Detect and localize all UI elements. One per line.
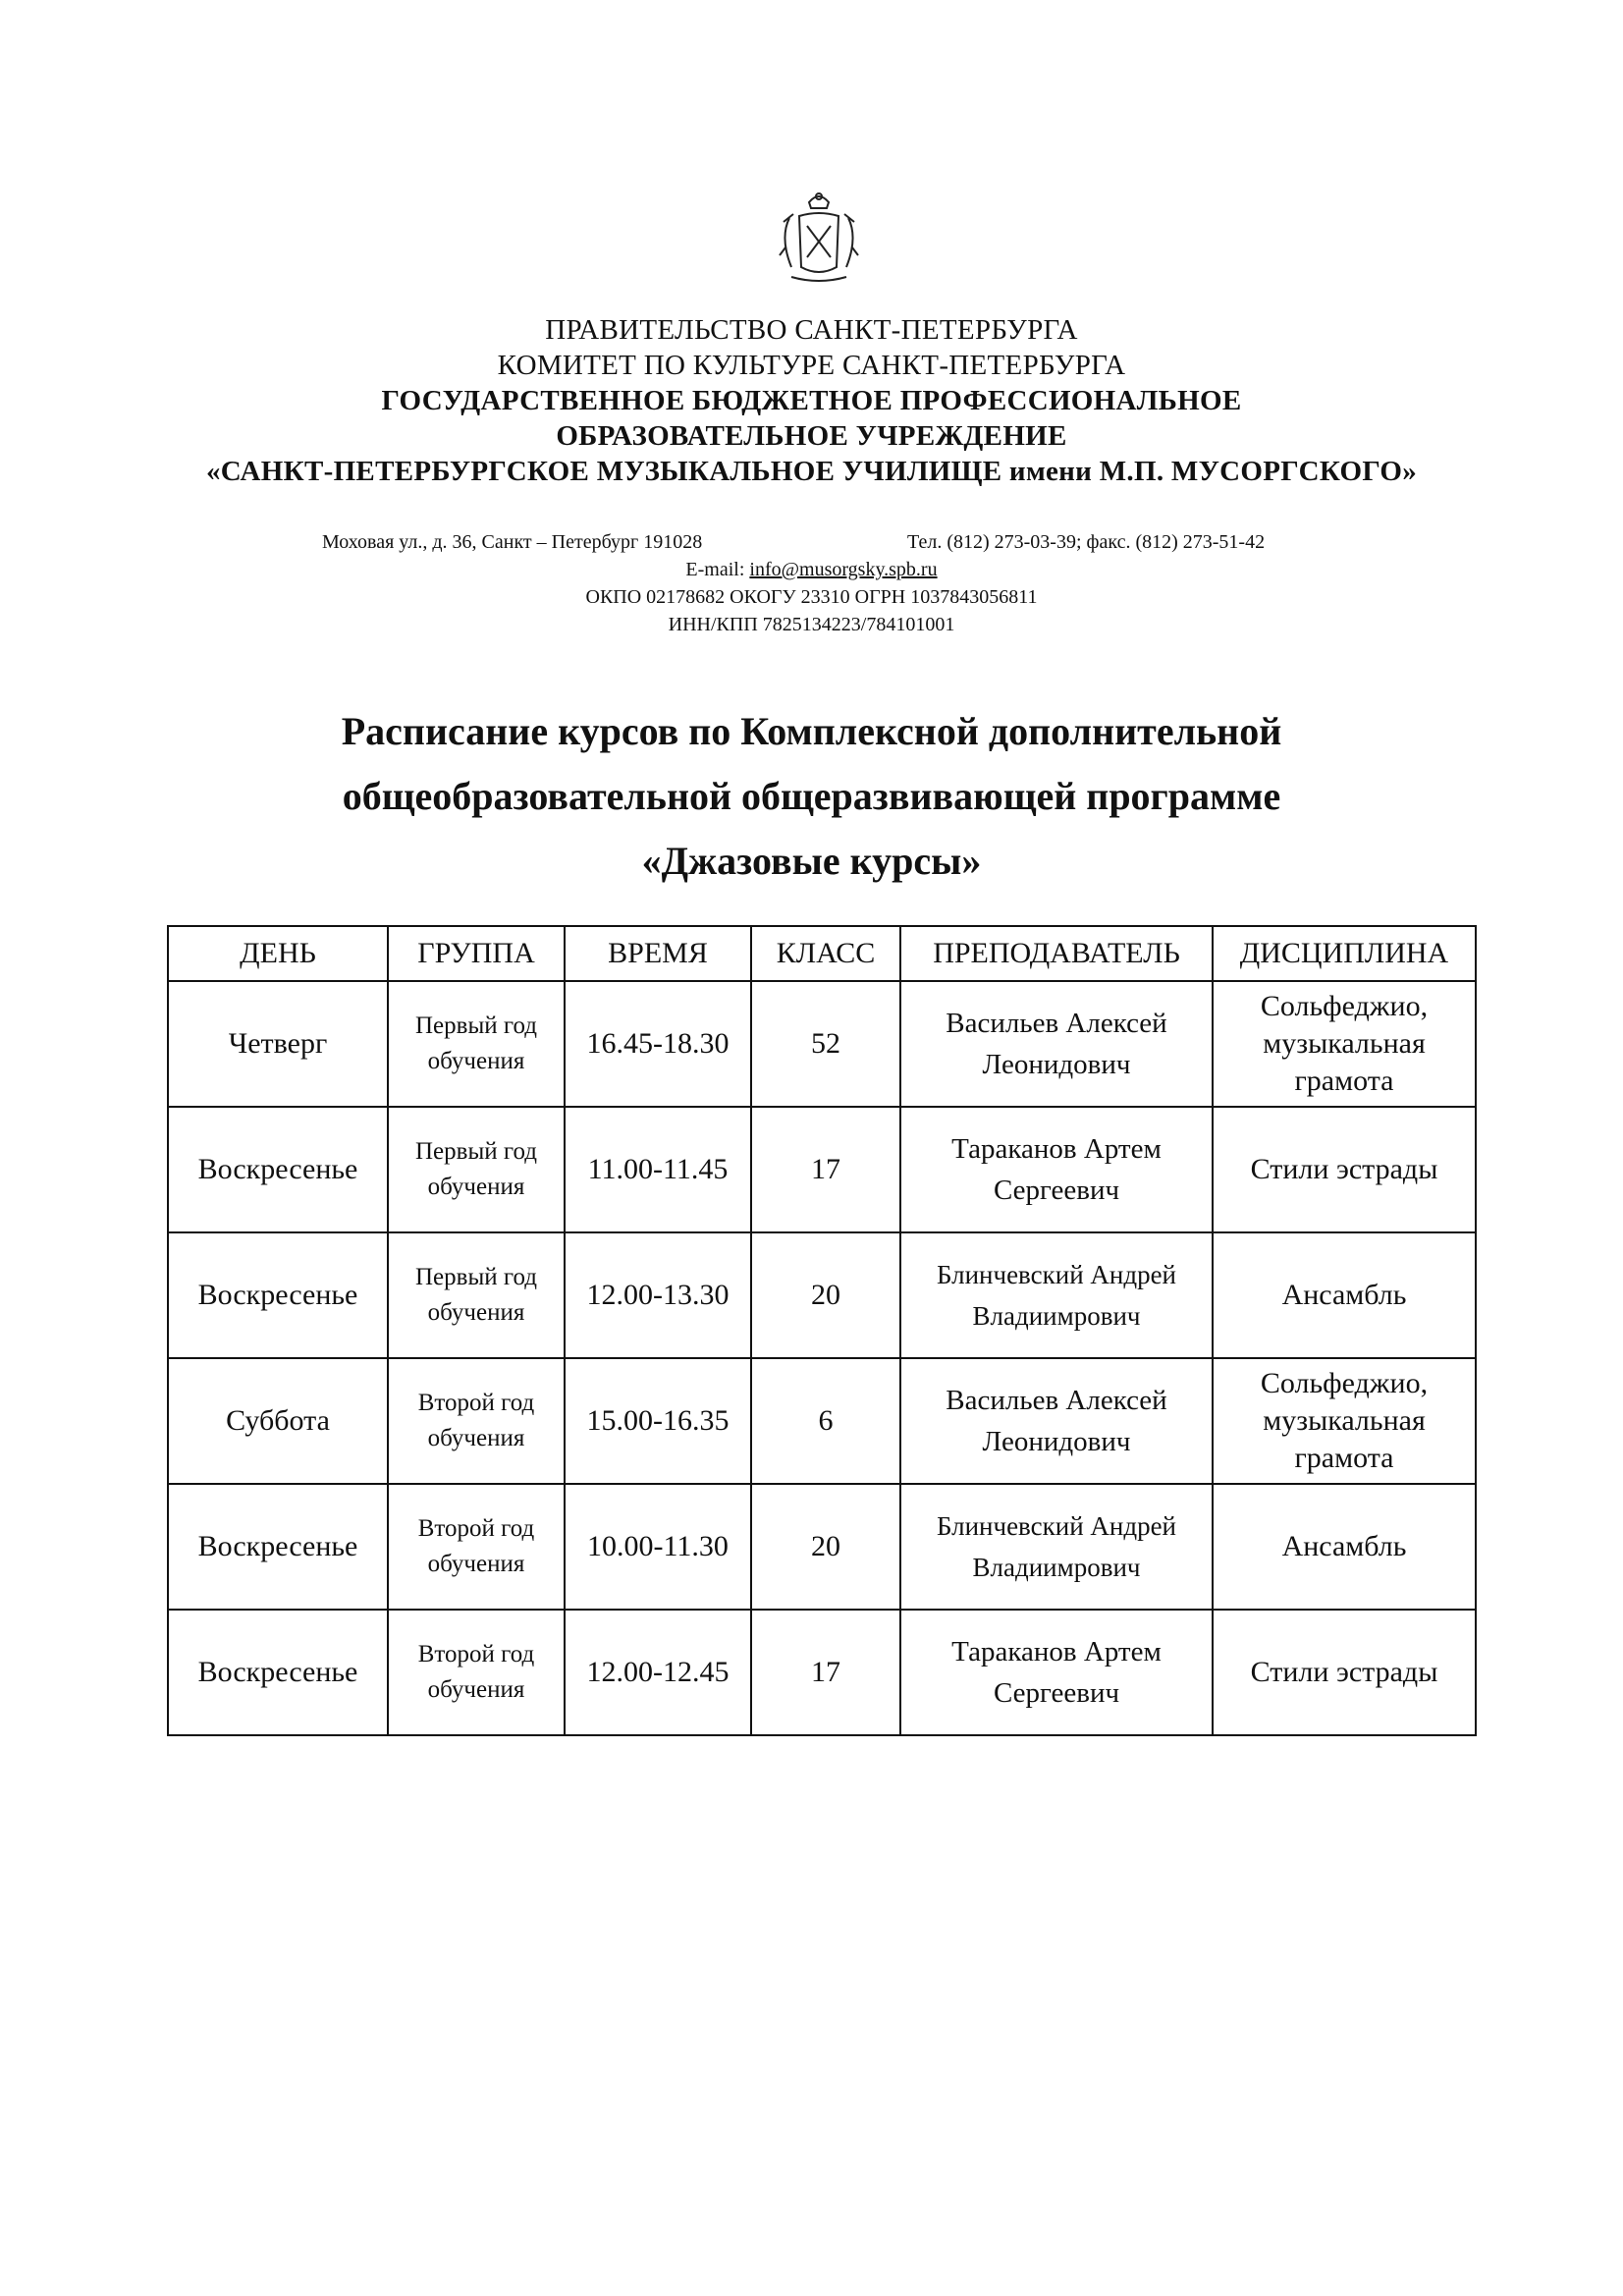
header-line-4: ОБРАЗОВАТЕЛЬНОЕ УЧРЕЖДЕНИЕ [556, 420, 1067, 452]
subject-cell: Стили эстрады [1213, 1610, 1476, 1735]
group-cell [388, 1358, 565, 1484]
column-header-time: ВРЕМЯ [565, 926, 751, 981]
column-header-subject: ДИСЦИПЛИНА [1213, 926, 1476, 981]
header-line-5: «САНКТ-ПЕТЕРБУРГСКОЕ МУЗЫКАЛЬНОЕ УЧИЛИЩЕ имени М.П. МУСОРГСКОГО» [205, 456, 1418, 487]
column-header-room: КЛАСС [751, 926, 900, 981]
teacher-text: Владиимрович [972, 1301, 1141, 1331]
time-cell: 10.00-11.30 [565, 1484, 751, 1610]
title-line-2: общеобразовательной общеразвивающей программе [342, 774, 1281, 818]
room-cell: 52 [751, 981, 900, 1107]
teacher-cell [900, 1107, 1213, 1232]
group-text: обучения [427, 1048, 525, 1074]
teacher-text: Тараканов Артем [951, 1133, 1162, 1165]
group-text: обучения [427, 1676, 525, 1703]
table-row [168, 1232, 1476, 1358]
teacher-cell [900, 1358, 1213, 1484]
title-line-3: «Джазовые курсы» [641, 839, 982, 883]
room-cell: 17 [751, 1107, 900, 1232]
group-text: обучения [427, 1425, 525, 1451]
day-cell: Воскресенье [168, 1232, 388, 1358]
subject-text: Сольфеджио, [1260, 1367, 1429, 1399]
group-text: Первый год [414, 1264, 537, 1290]
time-cell: 16.45-18.30 [565, 981, 751, 1107]
schedule-table [167, 925, 1477, 1736]
group-cell [388, 981, 565, 1107]
email-line [0, 556, 1623, 583]
coat-of-arms-icon [770, 189, 868, 291]
teacher-text: Васильев Алексей [946, 1008, 1167, 1039]
group-cell [388, 1610, 565, 1735]
group-text: Первый год [414, 1138, 537, 1165]
table-row [168, 1107, 1476, 1232]
subject-cell: Стили эстрады [1213, 1107, 1476, 1232]
contacts-block [0, 528, 1623, 638]
address: Моховая ул., д. 36, Санкт – Петербург 191028 [322, 531, 703, 553]
teacher-cell [900, 1610, 1213, 1735]
teacher-text: Сергеевич [993, 1175, 1120, 1206]
teacher-text: Васильев Алексей [946, 1385, 1167, 1416]
time-cell: 12.00-13.30 [565, 1232, 751, 1358]
column-header-teacher: ПРЕПОДАВАТЕЛЬ [900, 926, 1213, 981]
group-cell [388, 1484, 565, 1610]
time-cell: 11.00-11.45 [565, 1107, 751, 1232]
subject-cell [1213, 981, 1476, 1107]
table-row [168, 1358, 1476, 1484]
room-cell: 17 [751, 1610, 900, 1735]
subject-cell: Ансамбль [1213, 1232, 1476, 1358]
teacher-text: Блинчевский Андрей [936, 1511, 1177, 1541]
group-text: Второй год [417, 1515, 535, 1542]
header-line-1: ПРАВИТЕЛЬСТВО САНКТ-ПЕТЕРБУРГА [545, 314, 1078, 346]
table-row [168, 1610, 1476, 1735]
group-text: обучения [427, 1299, 525, 1326]
document-title [0, 699, 1623, 894]
email-link[interactable]: info@musorgsky.spb.ru [749, 559, 938, 580]
group-cell [388, 1232, 565, 1358]
organization-header [0, 312, 1623, 489]
inn-kpp: ИНН/КПП 7825134223/784101001 [668, 614, 955, 635]
teacher-text: Сергеевич [993, 1677, 1120, 1709]
subject-cell [1213, 1358, 1476, 1484]
teacher-text: Тараканов Артем [951, 1636, 1162, 1667]
teacher-cell [900, 1484, 1213, 1610]
email-label: E-mail: [685, 559, 750, 580]
subject-text: грамота [1294, 1442, 1394, 1474]
group-text: Второй год [417, 1390, 535, 1416]
subject-cell: Ансамбль [1213, 1484, 1476, 1610]
room-cell: 20 [751, 1484, 900, 1610]
subject-text: музыкальная [1263, 1027, 1426, 1060]
group-text: обучения [427, 1174, 525, 1200]
subject-text: грамота [1294, 1065, 1394, 1097]
title-line-1: Расписание курсов по Комплексной дополнительной [341, 709, 1282, 753]
group-text: обучения [427, 1551, 525, 1577]
group-text: Второй год [417, 1641, 535, 1667]
column-header-group: ГРУППА [388, 926, 565, 981]
teacher-text: Леонидович [982, 1426, 1131, 1457]
room-cell: 6 [751, 1358, 900, 1484]
subject-text: Сольфеджио, [1260, 990, 1429, 1022]
day-cell: Суббота [168, 1358, 388, 1484]
day-cell: Воскресенье [168, 1484, 388, 1610]
day-cell: Воскресенье [168, 1610, 388, 1735]
header-line-2: КОМИТЕТ ПО КУЛЬТУРЕ САНКТ-ПЕТЕРБУРГА [497, 350, 1126, 381]
group-text: Первый год [414, 1012, 537, 1039]
room-cell: 20 [751, 1232, 900, 1358]
registration-codes: ОКПО 02178682 ОКОГУ 23310 ОГРН 1037843056811 [585, 586, 1038, 608]
table-row [168, 1484, 1476, 1610]
time-cell: 15.00-16.35 [565, 1358, 751, 1484]
teacher-text: Леонидович [982, 1049, 1131, 1080]
table-header-row [168, 926, 1476, 981]
subject-text: музыкальная [1263, 1404, 1426, 1437]
day-cell: Четверг [168, 981, 388, 1107]
group-cell [388, 1107, 565, 1232]
phone: Тел. (812) 273-03-39; факс. (812) 273-51-42 [907, 531, 1266, 553]
teacher-cell [900, 981, 1213, 1107]
column-header-day: ДЕНЬ [168, 926, 388, 981]
header-line-3: ГОСУДАРСТВЕННОЕ БЮДЖЕТНОЕ ПРОФЕССИОНАЛЬНОЕ [381, 385, 1242, 416]
teacher-cell [900, 1232, 1213, 1358]
time-cell: 12.00-12.45 [565, 1610, 751, 1735]
teacher-text: Блинчевский Андрей [936, 1260, 1177, 1289]
table-row [168, 981, 1476, 1107]
day-cell: Воскресенье [168, 1107, 388, 1232]
teacher-text: Владиимрович [972, 1553, 1141, 1582]
